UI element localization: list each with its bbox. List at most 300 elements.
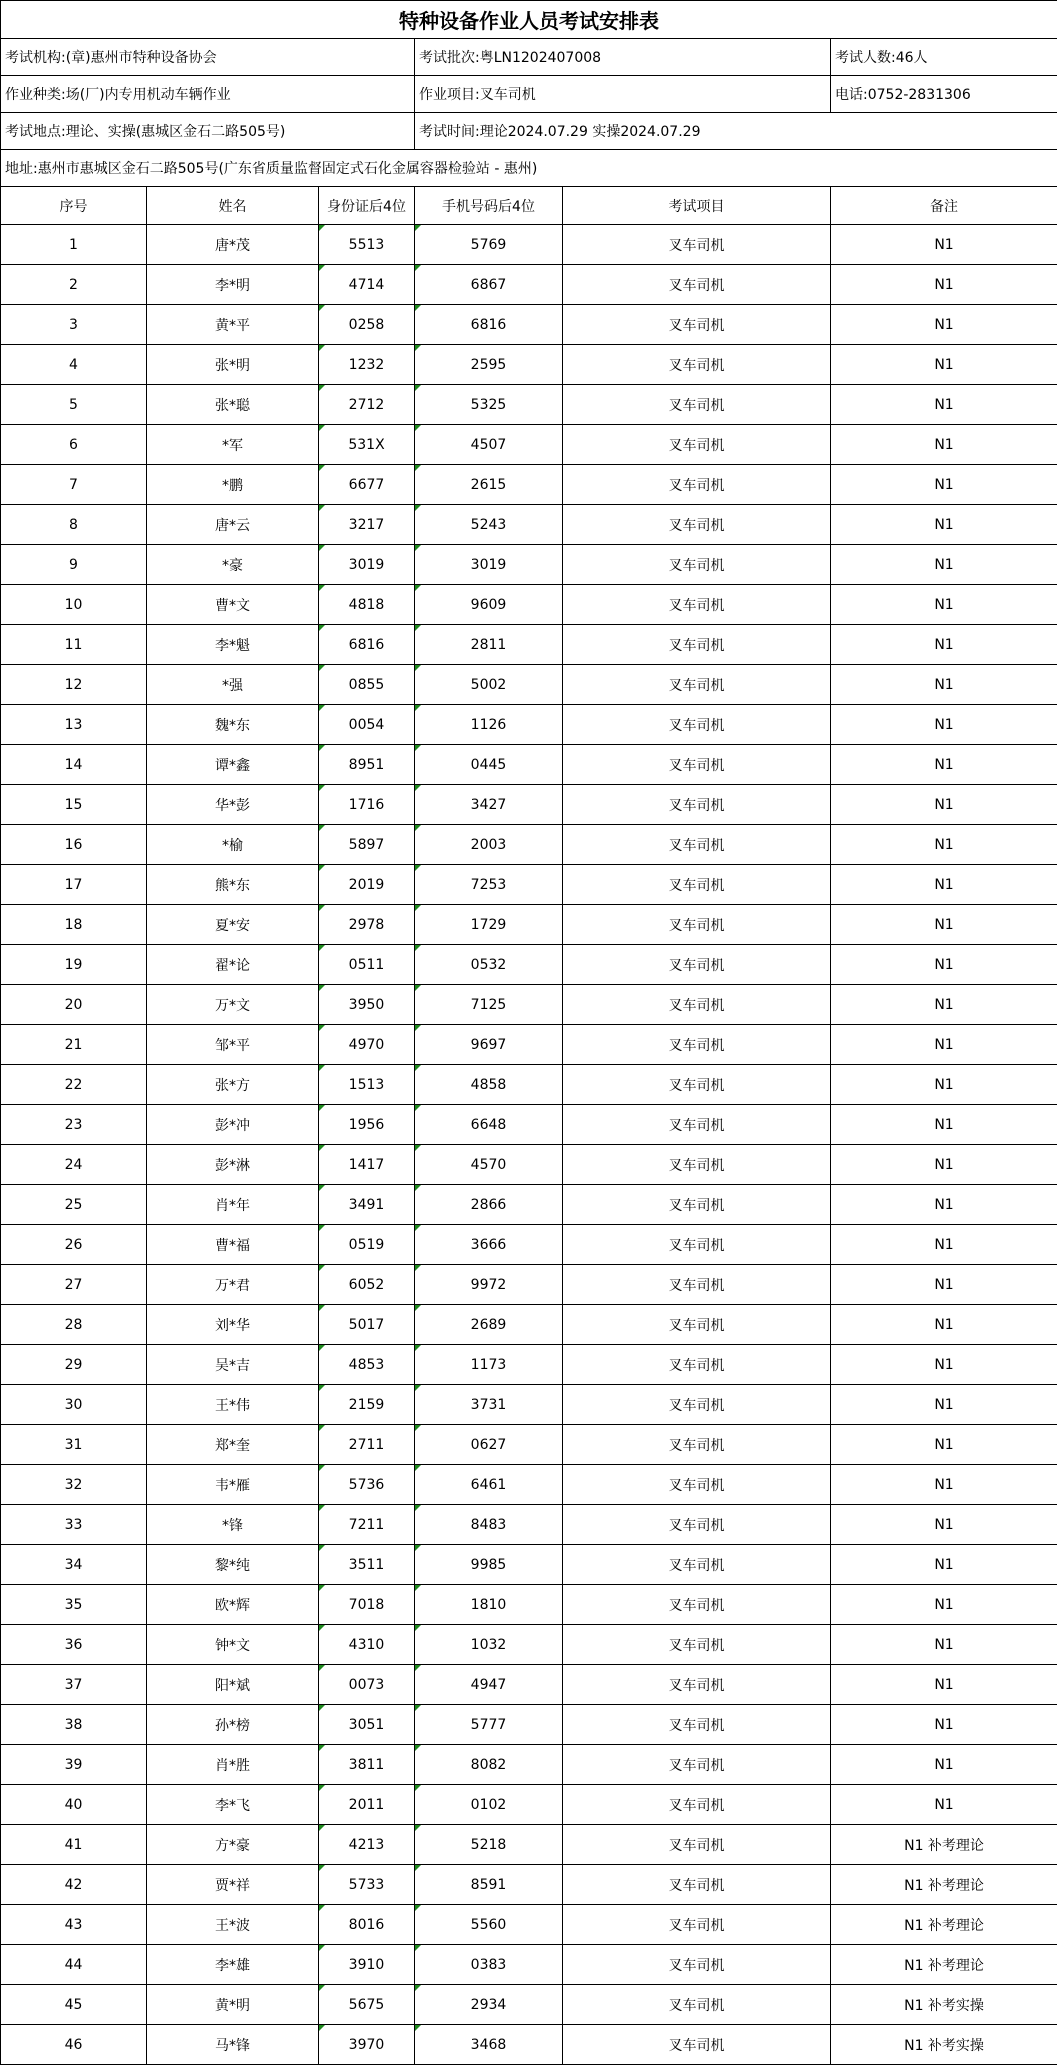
name-cell: 李*魁 [147, 625, 319, 665]
exam-item-cell: 叉车司机 [563, 425, 831, 465]
remark-cell: N1 [831, 785, 1057, 825]
table-row [1, 1385, 1057, 1425]
name-cell: 李*飞 [147, 1785, 319, 1825]
exam-item-cell: 叉车司机 [563, 265, 831, 305]
remark-cell: N1 [831, 945, 1057, 985]
name-cell: 邹*平 [147, 1025, 319, 1065]
seq-cell: 44 [1, 1945, 147, 1985]
exam-item-cell: 叉车司机 [563, 1105, 831, 1145]
exam-batch-cell: 考试批次:粤LN1202407008 [415, 39, 831, 76]
exam-item-cell: 叉车司机 [563, 1465, 831, 1505]
phone-last4-cell: 2811 [415, 625, 563, 665]
exam-item-cell: 叉车司机 [563, 1785, 831, 1825]
name-cell: 张*明 [147, 345, 319, 385]
name-cell: *豪 [147, 545, 319, 585]
name-cell: *强 [147, 665, 319, 705]
phone-last4-cell: 2689 [415, 1305, 563, 1345]
table-row [1, 1745, 1057, 1785]
phone-last4-cell: 0532 [415, 945, 563, 985]
phone-last4-cell: 0102 [415, 1785, 563, 1825]
table-row [1, 1905, 1057, 1945]
exam-item-cell: 叉车司机 [563, 745, 831, 785]
phone-last4-cell: 3427 [415, 785, 563, 825]
name-cell: 唐*茂 [147, 225, 319, 265]
remark-cell: N1 [831, 745, 1057, 785]
phone-last4-cell: 2003 [415, 825, 563, 865]
phone-last4-cell: 8591 [415, 1865, 563, 1905]
name-cell: 方*豪 [147, 1825, 319, 1865]
seq-cell: 33 [1, 1505, 147, 1545]
phone-last4-cell: 5325 [415, 385, 563, 425]
table-row [1, 545, 1057, 585]
seq-cell: 32 [1, 1465, 147, 1505]
remark-cell: N1 补考理论 [831, 1825, 1057, 1865]
remark-cell: N1 [831, 625, 1057, 665]
remark-cell: N1 [831, 265, 1057, 305]
phone-last4-cell: 2934 [415, 1985, 563, 2025]
phone-last4-cell: 5777 [415, 1705, 563, 1745]
exam-item-cell: 叉车司机 [563, 505, 831, 545]
table-row [1, 1985, 1057, 2025]
phone-last4-cell: 5560 [415, 1905, 563, 1945]
seq-cell: 4 [1, 345, 147, 385]
exam-item-cell: 叉车司机 [563, 385, 831, 425]
remark-cell: N1 [831, 1345, 1057, 1385]
phone-last4-cell: 6867 [415, 265, 563, 305]
exam-item-cell: 叉车司机 [563, 705, 831, 745]
seq-cell: 34 [1, 1545, 147, 1585]
name-cell: 彭*淋 [147, 1145, 319, 1185]
remark-cell: N1 [831, 1745, 1057, 1785]
table-row [1, 745, 1057, 785]
name-cell: 钟*文 [147, 1625, 319, 1665]
name-cell: 张*方 [147, 1065, 319, 1105]
seq-cell: 41 [1, 1825, 147, 1865]
seq-cell: 5 [1, 385, 147, 425]
name-cell: 马*锋 [147, 2025, 319, 2065]
exam-item-cell: 叉车司机 [563, 585, 831, 625]
remark-cell: N1 [831, 1505, 1057, 1545]
remark-cell: N1 [831, 585, 1057, 625]
phone-last4-cell: 6461 [415, 1465, 563, 1505]
seq-cell: 39 [1, 1745, 147, 1785]
id-last4-cell: 3970 [319, 2025, 415, 2065]
id-last4-cell: 5675 [319, 1985, 415, 2025]
exam-item-cell: 叉车司机 [563, 825, 831, 865]
page-title: 特种设备作业人员考试安排表 [1, 1, 1057, 39]
remark-cell: N1 [831, 665, 1057, 705]
id-last4-cell: 2011 [319, 1785, 415, 1825]
table-row [1, 625, 1057, 665]
exam-item-cell: 叉车司机 [563, 1145, 831, 1185]
id-last4-cell: 3811 [319, 1745, 415, 1785]
seq-cell: 18 [1, 905, 147, 945]
table-row [1, 1305, 1057, 1345]
phone-last4-cell: 2866 [415, 1185, 563, 1225]
table-row [1, 1785, 1057, 1825]
name-cell: 翟*论 [147, 945, 319, 985]
exam-item-cell: 叉车司机 [563, 1345, 831, 1385]
phone-last4-cell: 1126 [415, 705, 563, 745]
remark-cell: N1 [831, 1785, 1057, 1825]
remark-cell: N1 [831, 1385, 1057, 1425]
exam-item-cell: 叉车司机 [563, 305, 831, 345]
table-row [1, 1505, 1057, 1545]
exam-item-cell: 叉车司机 [563, 905, 831, 945]
name-cell: 华*彭 [147, 785, 319, 825]
phone-last4-cell: 0627 [415, 1425, 563, 1465]
seq-cell: 36 [1, 1625, 147, 1665]
name-cell: *军 [147, 425, 319, 465]
remark-cell: N1 [831, 385, 1057, 425]
remark-cell: N1 [831, 465, 1057, 505]
id-last4-cell: 3051 [319, 1705, 415, 1745]
phone-last4-cell: 2615 [415, 465, 563, 505]
table-row [1, 1105, 1057, 1145]
table-row [1, 1665, 1057, 1705]
table-row [1, 1185, 1057, 1225]
name-cell: 黄*明 [147, 1985, 319, 2025]
id-last4-cell: 5736 [319, 1465, 415, 1505]
id-last4-cell: 1956 [319, 1105, 415, 1145]
table-row [1, 505, 1057, 545]
id-last4-cell: 531X [319, 425, 415, 465]
table-row [1, 1025, 1057, 1065]
remark-cell: N1 [831, 705, 1057, 745]
exam-item-cell: 叉车司机 [563, 1705, 831, 1745]
name-cell: 吴*吉 [147, 1345, 319, 1385]
seq-cell: 35 [1, 1585, 147, 1625]
remark-cell: N1 [831, 1585, 1057, 1625]
remark-cell: N1 [831, 1105, 1057, 1145]
name-cell: 万*文 [147, 985, 319, 1025]
phone-last4-cell: 5218 [415, 1825, 563, 1865]
table-row [1, 985, 1057, 1025]
name-cell: 夏*安 [147, 905, 319, 945]
name-cell: 阳*斌 [147, 1665, 319, 1705]
remark-cell: N1 [831, 1545, 1057, 1585]
seq-cell: 38 [1, 1705, 147, 1745]
exam-item-cell: 叉车司机 [563, 465, 831, 505]
id-last4-cell: 0855 [319, 665, 415, 705]
seq-cell: 15 [1, 785, 147, 825]
seq-cell: 31 [1, 1425, 147, 1465]
phone-last4-cell: 0445 [415, 745, 563, 785]
seq-cell: 43 [1, 1905, 147, 1945]
table-row [1, 825, 1057, 865]
name-cell: *榆 [147, 825, 319, 865]
header-remark: 备注 [831, 187, 1057, 225]
id-last4-cell: 2711 [319, 1425, 415, 1465]
table-row [1, 1865, 1057, 1905]
exam-item-cell: 叉车司机 [563, 1985, 831, 2025]
seq-cell: 40 [1, 1785, 147, 1825]
table-row [1, 1705, 1057, 1745]
seq-cell: 16 [1, 825, 147, 865]
exam-item-cell: 叉车司机 [563, 1665, 831, 1705]
info-row-4 [1, 150, 1057, 187]
table-row [1, 1265, 1057, 1305]
exam-item-cell: 叉车司机 [563, 1025, 831, 1065]
exam-item-cell: 叉车司机 [563, 985, 831, 1025]
exam-item-cell: 叉车司机 [563, 945, 831, 985]
name-cell: *鹏 [147, 465, 319, 505]
phone-last4-cell: 4570 [415, 1145, 563, 1185]
phone-last4-cell: 2595 [415, 345, 563, 385]
exam-item-cell: 叉车司机 [563, 1945, 831, 1985]
remark-cell: N1 补考实操 [831, 2025, 1057, 2065]
table-row [1, 385, 1057, 425]
phone-last4-cell: 6816 [415, 305, 563, 345]
name-cell: 张*聪 [147, 385, 319, 425]
info-row-1 [1, 39, 1057, 76]
seq-cell: 17 [1, 865, 147, 905]
seq-cell: 27 [1, 1265, 147, 1305]
table-row [1, 945, 1057, 985]
remark-cell: N1 [831, 825, 1057, 865]
exam-item-cell: 叉车司机 [563, 1505, 831, 1545]
seq-cell: 10 [1, 585, 147, 625]
table-row [1, 1585, 1057, 1625]
remark-cell: N1 补考理论 [831, 1865, 1057, 1905]
exam-org-cell: 考试机构:(章)惠州市特种设备协会 [1, 39, 415, 76]
table-row [1, 1225, 1057, 1265]
name-cell: 谭*鑫 [147, 745, 319, 785]
seq-cell: 14 [1, 745, 147, 785]
exam-item-cell: 叉车司机 [563, 1585, 831, 1625]
seq-cell: 11 [1, 625, 147, 665]
column-header-row [1, 187, 1057, 225]
id-last4-cell: 6052 [319, 1265, 415, 1305]
phone-last4-cell: 3468 [415, 2025, 563, 2065]
name-cell: 王*伟 [147, 1385, 319, 1425]
phone-last4-cell: 7125 [415, 985, 563, 1025]
seq-cell: 1 [1, 225, 147, 265]
phone-last4-cell: 5769 [415, 225, 563, 265]
seq-cell: 46 [1, 2025, 147, 2065]
name-cell: 彭*冲 [147, 1105, 319, 1145]
exam-item-cell: 叉车司机 [563, 345, 831, 385]
exam-item-cell: 叉车司机 [563, 1065, 831, 1105]
phone-last4-cell: 9609 [415, 585, 563, 625]
name-cell: 唐*云 [147, 505, 319, 545]
remark-cell: N1 [831, 1185, 1057, 1225]
name-cell: 肖*胜 [147, 1745, 319, 1785]
remark-cell: N1 [831, 505, 1057, 545]
table-row [1, 1145, 1057, 1185]
phone-last4-cell: 9972 [415, 1265, 563, 1305]
phone-last4-cell: 9985 [415, 1545, 563, 1585]
table-row [1, 865, 1057, 905]
name-cell: 曹*福 [147, 1225, 319, 1265]
seq-cell: 42 [1, 1865, 147, 1905]
work-item-cell: 作业项目:叉车司机 [415, 76, 831, 113]
id-last4-cell: 0054 [319, 705, 415, 745]
table-row [1, 2025, 1057, 2065]
seq-cell: 28 [1, 1305, 147, 1345]
address-cell: 地址:惠州市惠城区金石二路505号(广东省质量监督固定式石化金属容器检验站 - 惠州) [1, 150, 1057, 187]
exam-item-cell: 叉车司机 [563, 1185, 831, 1225]
remark-cell: N1 [831, 865, 1057, 905]
exam-item-cell: 叉车司机 [563, 1385, 831, 1425]
phone-last4-cell: 8483 [415, 1505, 563, 1545]
id-last4-cell: 5513 [319, 225, 415, 265]
remark-cell: N1 [831, 1625, 1057, 1665]
id-last4-cell: 6677 [319, 465, 415, 505]
exam-item-cell: 叉车司机 [563, 1545, 831, 1585]
id-last4-cell: 8951 [319, 745, 415, 785]
id-last4-cell: 4714 [319, 265, 415, 305]
table-row [1, 665, 1057, 705]
name-cell: 万*君 [147, 1265, 319, 1305]
table-row [1, 1825, 1057, 1865]
remark-cell: N1 [831, 1265, 1057, 1305]
table-row [1, 225, 1057, 265]
remark-cell: N1 [831, 225, 1057, 265]
id-last4-cell: 3950 [319, 985, 415, 1025]
seq-cell: 2 [1, 265, 147, 305]
seq-cell: 24 [1, 1145, 147, 1185]
id-last4-cell: 3511 [319, 1545, 415, 1585]
seq-cell: 25 [1, 1185, 147, 1225]
phone-last4-cell: 3019 [415, 545, 563, 585]
id-last4-cell: 4853 [319, 1345, 415, 1385]
table-row [1, 1625, 1057, 1665]
seq-cell: 12 [1, 665, 147, 705]
id-last4-cell: 8016 [319, 1905, 415, 1945]
exam-location-cell: 考试地点:理论、实操(惠城区金石二路505号) [1, 113, 415, 150]
seq-cell: 13 [1, 705, 147, 745]
remark-cell: N1 [831, 545, 1057, 585]
name-cell: *锋 [147, 1505, 319, 1545]
phone-last4-cell: 1810 [415, 1585, 563, 1625]
table-row [1, 585, 1057, 625]
id-last4-cell: 1232 [319, 345, 415, 385]
remark-cell: N1 补考理论 [831, 1945, 1057, 1985]
seq-cell: 3 [1, 305, 147, 345]
remark-cell: N1 [831, 1025, 1057, 1065]
table-row [1, 1545, 1057, 1585]
id-last4-cell: 0511 [319, 945, 415, 985]
seq-cell: 23 [1, 1105, 147, 1145]
title-row [1, 1, 1057, 39]
id-last4-cell: 4213 [319, 1825, 415, 1865]
id-last4-cell: 5897 [319, 825, 415, 865]
phone-cell: 电话:0752-2831306 [831, 76, 1057, 113]
phone-last4-cell: 1173 [415, 1345, 563, 1385]
info-row-3 [1, 113, 1057, 150]
name-cell: 李*明 [147, 265, 319, 305]
name-cell: 欧*辉 [147, 1585, 319, 1625]
name-cell: 王*波 [147, 1905, 319, 1945]
id-last4-cell: 3491 [319, 1185, 415, 1225]
info-row-2 [1, 76, 1057, 113]
name-cell: 郑*奎 [147, 1425, 319, 1465]
id-last4-cell: 0073 [319, 1665, 415, 1705]
exam-count-cell: 考试人数:46人 [831, 39, 1057, 76]
table-row [1, 345, 1057, 385]
id-last4-cell: 1716 [319, 785, 415, 825]
phone-last4-cell: 3666 [415, 1225, 563, 1265]
remark-cell: N1 [831, 1305, 1057, 1345]
table-row [1, 785, 1057, 825]
name-cell: 肖*年 [147, 1185, 319, 1225]
table-row [1, 425, 1057, 465]
phone-last4-cell: 5243 [415, 505, 563, 545]
table-row [1, 1945, 1057, 1985]
exam-item-cell: 叉车司机 [563, 1865, 831, 1905]
id-last4-cell: 2712 [319, 385, 415, 425]
exam-item-cell: 叉车司机 [563, 865, 831, 905]
phone-last4-cell: 1032 [415, 1625, 563, 1665]
name-cell: 黎*纯 [147, 1545, 319, 1585]
remark-cell: N1 补考实操 [831, 1985, 1057, 2025]
id-last4-cell: 3217 [319, 505, 415, 545]
id-last4-cell: 2978 [319, 905, 415, 945]
name-cell: 魏*东 [147, 705, 319, 745]
id-last4-cell: 4970 [319, 1025, 415, 1065]
header-name: 姓名 [147, 187, 319, 225]
table-row [1, 465, 1057, 505]
remark-cell: N1 [831, 1065, 1057, 1105]
phone-last4-cell: 4947 [415, 1665, 563, 1705]
seq-cell: 19 [1, 945, 147, 985]
table-row [1, 905, 1057, 945]
exam-item-cell: 叉车司机 [563, 1265, 831, 1305]
exam-item-cell: 叉车司机 [563, 665, 831, 705]
id-last4-cell: 2019 [319, 865, 415, 905]
id-last4-cell: 7018 [319, 1585, 415, 1625]
name-cell: 黄*平 [147, 305, 319, 345]
id-last4-cell: 6816 [319, 625, 415, 665]
seq-cell: 26 [1, 1225, 147, 1265]
seq-cell: 20 [1, 985, 147, 1025]
remark-cell: N1 [831, 1665, 1057, 1705]
header-seq: 序号 [1, 187, 147, 225]
id-last4-cell: 3019 [319, 545, 415, 585]
id-last4-cell: 0519 [319, 1225, 415, 1265]
id-last4-cell: 1417 [319, 1145, 415, 1185]
phone-last4-cell: 6648 [415, 1105, 563, 1145]
exam-time-cell: 考试时间:理论2024.07.29 实操2024.07.29 [415, 113, 1057, 150]
exam-item-cell: 叉车司机 [563, 1745, 831, 1785]
exam-item-cell: 叉车司机 [563, 785, 831, 825]
id-last4-cell: 7211 [319, 1505, 415, 1545]
remark-cell: N1 [831, 1705, 1057, 1745]
table-row [1, 705, 1057, 745]
id-last4-cell: 3910 [319, 1945, 415, 1985]
header-id-last4: 身份证后4位 [319, 187, 415, 225]
remark-cell: N1 补考理论 [831, 1905, 1057, 1945]
phone-last4-cell: 7253 [415, 865, 563, 905]
name-cell: 孙*榜 [147, 1705, 319, 1745]
remark-cell: N1 [831, 1145, 1057, 1185]
exam-item-cell: 叉车司机 [563, 625, 831, 665]
id-last4-cell: 5017 [319, 1305, 415, 1345]
phone-last4-cell: 5002 [415, 665, 563, 705]
remark-cell: N1 [831, 305, 1057, 345]
seq-cell: 6 [1, 425, 147, 465]
exam-item-cell: 叉车司机 [563, 1905, 831, 1945]
id-last4-cell: 2159 [319, 1385, 415, 1425]
table-row [1, 1465, 1057, 1505]
name-cell: 韦*雁 [147, 1465, 319, 1505]
table-row [1, 1065, 1057, 1105]
remark-cell: N1 [831, 1465, 1057, 1505]
table-row [1, 1345, 1057, 1385]
name-cell: 贾*祥 [147, 1865, 319, 1905]
phone-last4-cell: 4507 [415, 425, 563, 465]
